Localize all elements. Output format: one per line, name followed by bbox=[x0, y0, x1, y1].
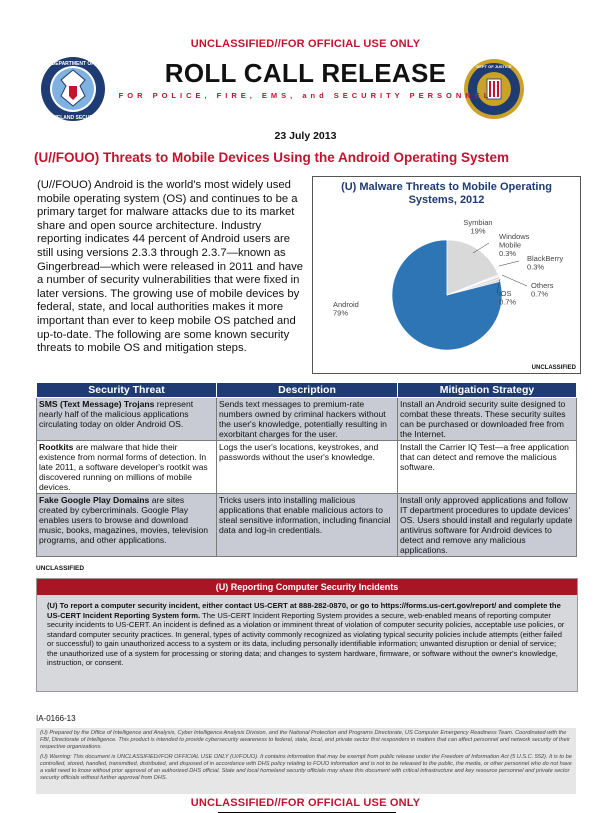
pie-chart-panel bbox=[312, 176, 581, 374]
document-id: IA-0166-13 bbox=[36, 714, 76, 723]
pie-label-symbian: Symbian 19% bbox=[463, 218, 493, 236]
svg-text:DEPARTMENT OF: DEPARTMENT OF bbox=[51, 61, 95, 67]
pie-value-label: 79% bbox=[333, 308, 349, 318]
fine-print-box bbox=[36, 728, 576, 794]
threat-cell bbox=[37, 398, 217, 441]
pie-value-label: 0.7% bbox=[499, 297, 517, 307]
header-mitigation-strategy: Mitigation Strategy bbox=[398, 383, 577, 398]
incident-reporting-box bbox=[36, 578, 578, 692]
classification-banner-bottom: UNCLASSIFIED//FOR OFFICIAL USE ONLY bbox=[190, 797, 421, 809]
threat-name: Fake Google Play Domains bbox=[39, 495, 150, 505]
mitigation-cell: Install an Android security suite designed to combat these threats. These security suites can be purchased or downloaded free from the Internet. bbox=[398, 398, 577, 441]
table-header-row bbox=[37, 383, 577, 398]
threat-cell bbox=[37, 441, 217, 494]
incident-bold-text: (U) To report a computer security incident, either contact US-CERT at 888-282-0870, or go to https://forms.us-cert.gov/report/ and complete the US-CERT Incident Reporting System form. bbox=[47, 601, 561, 620]
threat-detail: are malware that hide their existence from normal forms of detection. In late 2011, a software developer's rootkit was discovered running on millions of mobile devices. bbox=[39, 442, 208, 492]
threat-cell bbox=[37, 494, 217, 557]
threat-detail: are sites created by cybercriminals. Google Play enables users to browse and download music, books, magazines, movies, television programs, and other applications. bbox=[39, 495, 209, 545]
page-subtitle: FOR POLICE, FIRE, EMS, and SECURITY PERSONNEL bbox=[118, 91, 493, 100]
incident-body bbox=[47, 601, 567, 668]
table-row bbox=[37, 441, 577, 494]
description-cell: Sends text messages to premium-rate numbers owned by criminal hackers without the user's knowledge, potentially resulting in exorbitant charges for the user. bbox=[217, 398, 398, 441]
mitigation-cell: Install only approved applications and follow IT department procedures to update devices' OS. Users should install and regularly update antivirus software for Android devices to detect and remove any malicious applications. bbox=[398, 494, 577, 557]
pie-value-label: 0.7% bbox=[531, 289, 549, 299]
pie-value-label: 0.3% bbox=[527, 262, 545, 272]
description-cell: Tricks users into installing malicious applications that enable malicious actors to steal sensitive information, including financial data and log-in credentials. bbox=[217, 494, 398, 557]
pie-value-label: 0.3% bbox=[499, 249, 517, 258]
pie-leader-line bbox=[502, 275, 527, 286]
page-title: ROLL CALL RELEASE bbox=[164, 58, 447, 88]
threat-detail: represent nearly half of the malicious applications circulating today on older Android OS. bbox=[39, 399, 194, 429]
pie-label-others: Others 0.7% bbox=[531, 281, 554, 299]
incident-detail-text: The US-CERT Incident Reporting System provides a secure, web-enabled means of reporting computer security incidents to US-CERT. An incident is defined as a violation or imminent threat of violation of computer security policies, acceptable use policies, or standard computer security practices. In general, types of activity commonly recognized as violating typical security policies include attempts (either failed or successful) to gain unauthorized access to a system or its data, including personally identifiable information; unwanted disruption or denial of service; the unauthorized use of a system for processing or storing data; and changes to system hardware, firmware, or software without the owner's knowledge, instruction, or consent. bbox=[47, 610, 565, 667]
pie-label-windows-mobile: Windows Mobile 0.3% bbox=[499, 232, 530, 258]
threats-table bbox=[36, 382, 577, 557]
header-description: Description bbox=[217, 383, 398, 398]
mitigation-cell: Install the Carrier IQ Test—a free application that can detect and remove the malicious software. bbox=[398, 441, 577, 494]
table-classification: UNCLASSIFIED bbox=[36, 565, 85, 572]
pie-label-android: Android 79% bbox=[333, 300, 359, 318]
threat-name: SMS (Text Message) Trojans bbox=[39, 399, 155, 409]
intro-paragraph: (U//FOUO) Android is the world's most widely used mobile operating system (OS) and continues to be a primary target for malware attacks due to its market share and open source architecture. Industry reporting indicates 44 percent of Android users are still using versions 2.3.3 through 2.3.7—known as Gingerbread—which were released in 2011 and have a number of security vulnerabilities that were fixed in later versions. The growing use of mobile devices by federal, state, and local authorities makes it more important than ever to keep mobile OS patched and up-to-date. The following are some known security threats to mobile OS and mitigation steps. bbox=[37, 179, 304, 355]
chart-title: (U) Malware Threats to Mobile Operating Systems, 2012 bbox=[341, 181, 552, 206]
svg-text:DEPT OF JUSTICE: DEPT OF JUSTICE bbox=[476, 64, 512, 69]
pie-leader-line bbox=[499, 261, 519, 266]
release-date: 23 July 2013 bbox=[274, 130, 337, 142]
threat-name: Rootkits bbox=[39, 442, 74, 452]
warning-note: (U) Warning: This document is UNCLASSIFIED//FOR OFFICIAL USE ONLY (U//FOUO). It contains information that may be exempt from public release under the Freedom of Information Act (5 U.S.C. 552). It is to be controlled, stored, handled, transmitted, distributed, and disposed of in accordance with DHS policy relating to FOUO information and is not to be released to the public, the media, or other personnel who do not have a valid need to know without prior approval of an authorized DHS official. State and local homeland security officials may share this document with critical infrastructure and key resource personnel and private sector security officials without further approval from DHS. bbox=[40, 753, 572, 782]
header-security-threat: Security Threat bbox=[37, 383, 217, 398]
incident-heading: (U) Reporting Computer Security Incidents bbox=[37, 579, 577, 595]
table-row bbox=[37, 494, 577, 557]
svg-text:HOMELAND SECURITY: HOMELAND SECURITY bbox=[45, 115, 101, 121]
chart-classification: UNCLASSIFIED bbox=[531, 365, 576, 371]
classification-banner-top: UNCLASSIFIED//FOR OFFICIAL USE ONLY bbox=[190, 38, 421, 50]
prepared-by-note: (U) Prepared by the Office of Intelligence and Analysis, Cyber Intelligence Analysis Division, and the National Protection and Programs Directorate, US Computer Emergency Readiness Team. Coordinated with the FBI, Directorate of Intelligence. This product is intended to provide cybersecurity awareness to federal, state, local, and private sector first responders in matters that can affect personnel and network security of their respective organizations. bbox=[40, 730, 570, 751]
pie-value-label: 19% bbox=[470, 226, 486, 236]
pie-label-blackberry: BlackBerry 0.3% bbox=[527, 254, 564, 272]
description-cell: Logs the user's locations, keystrokes, and passwords without the user's knowledge. bbox=[217, 441, 398, 494]
article-headline: (U//FOUO) Threats to Mobile Devices Using the Android Operating System bbox=[34, 150, 510, 165]
pie-chart bbox=[313, 177, 580, 373]
table-row bbox=[37, 398, 577, 441]
pie-label-ios: iOS 0.7% bbox=[499, 289, 517, 307]
